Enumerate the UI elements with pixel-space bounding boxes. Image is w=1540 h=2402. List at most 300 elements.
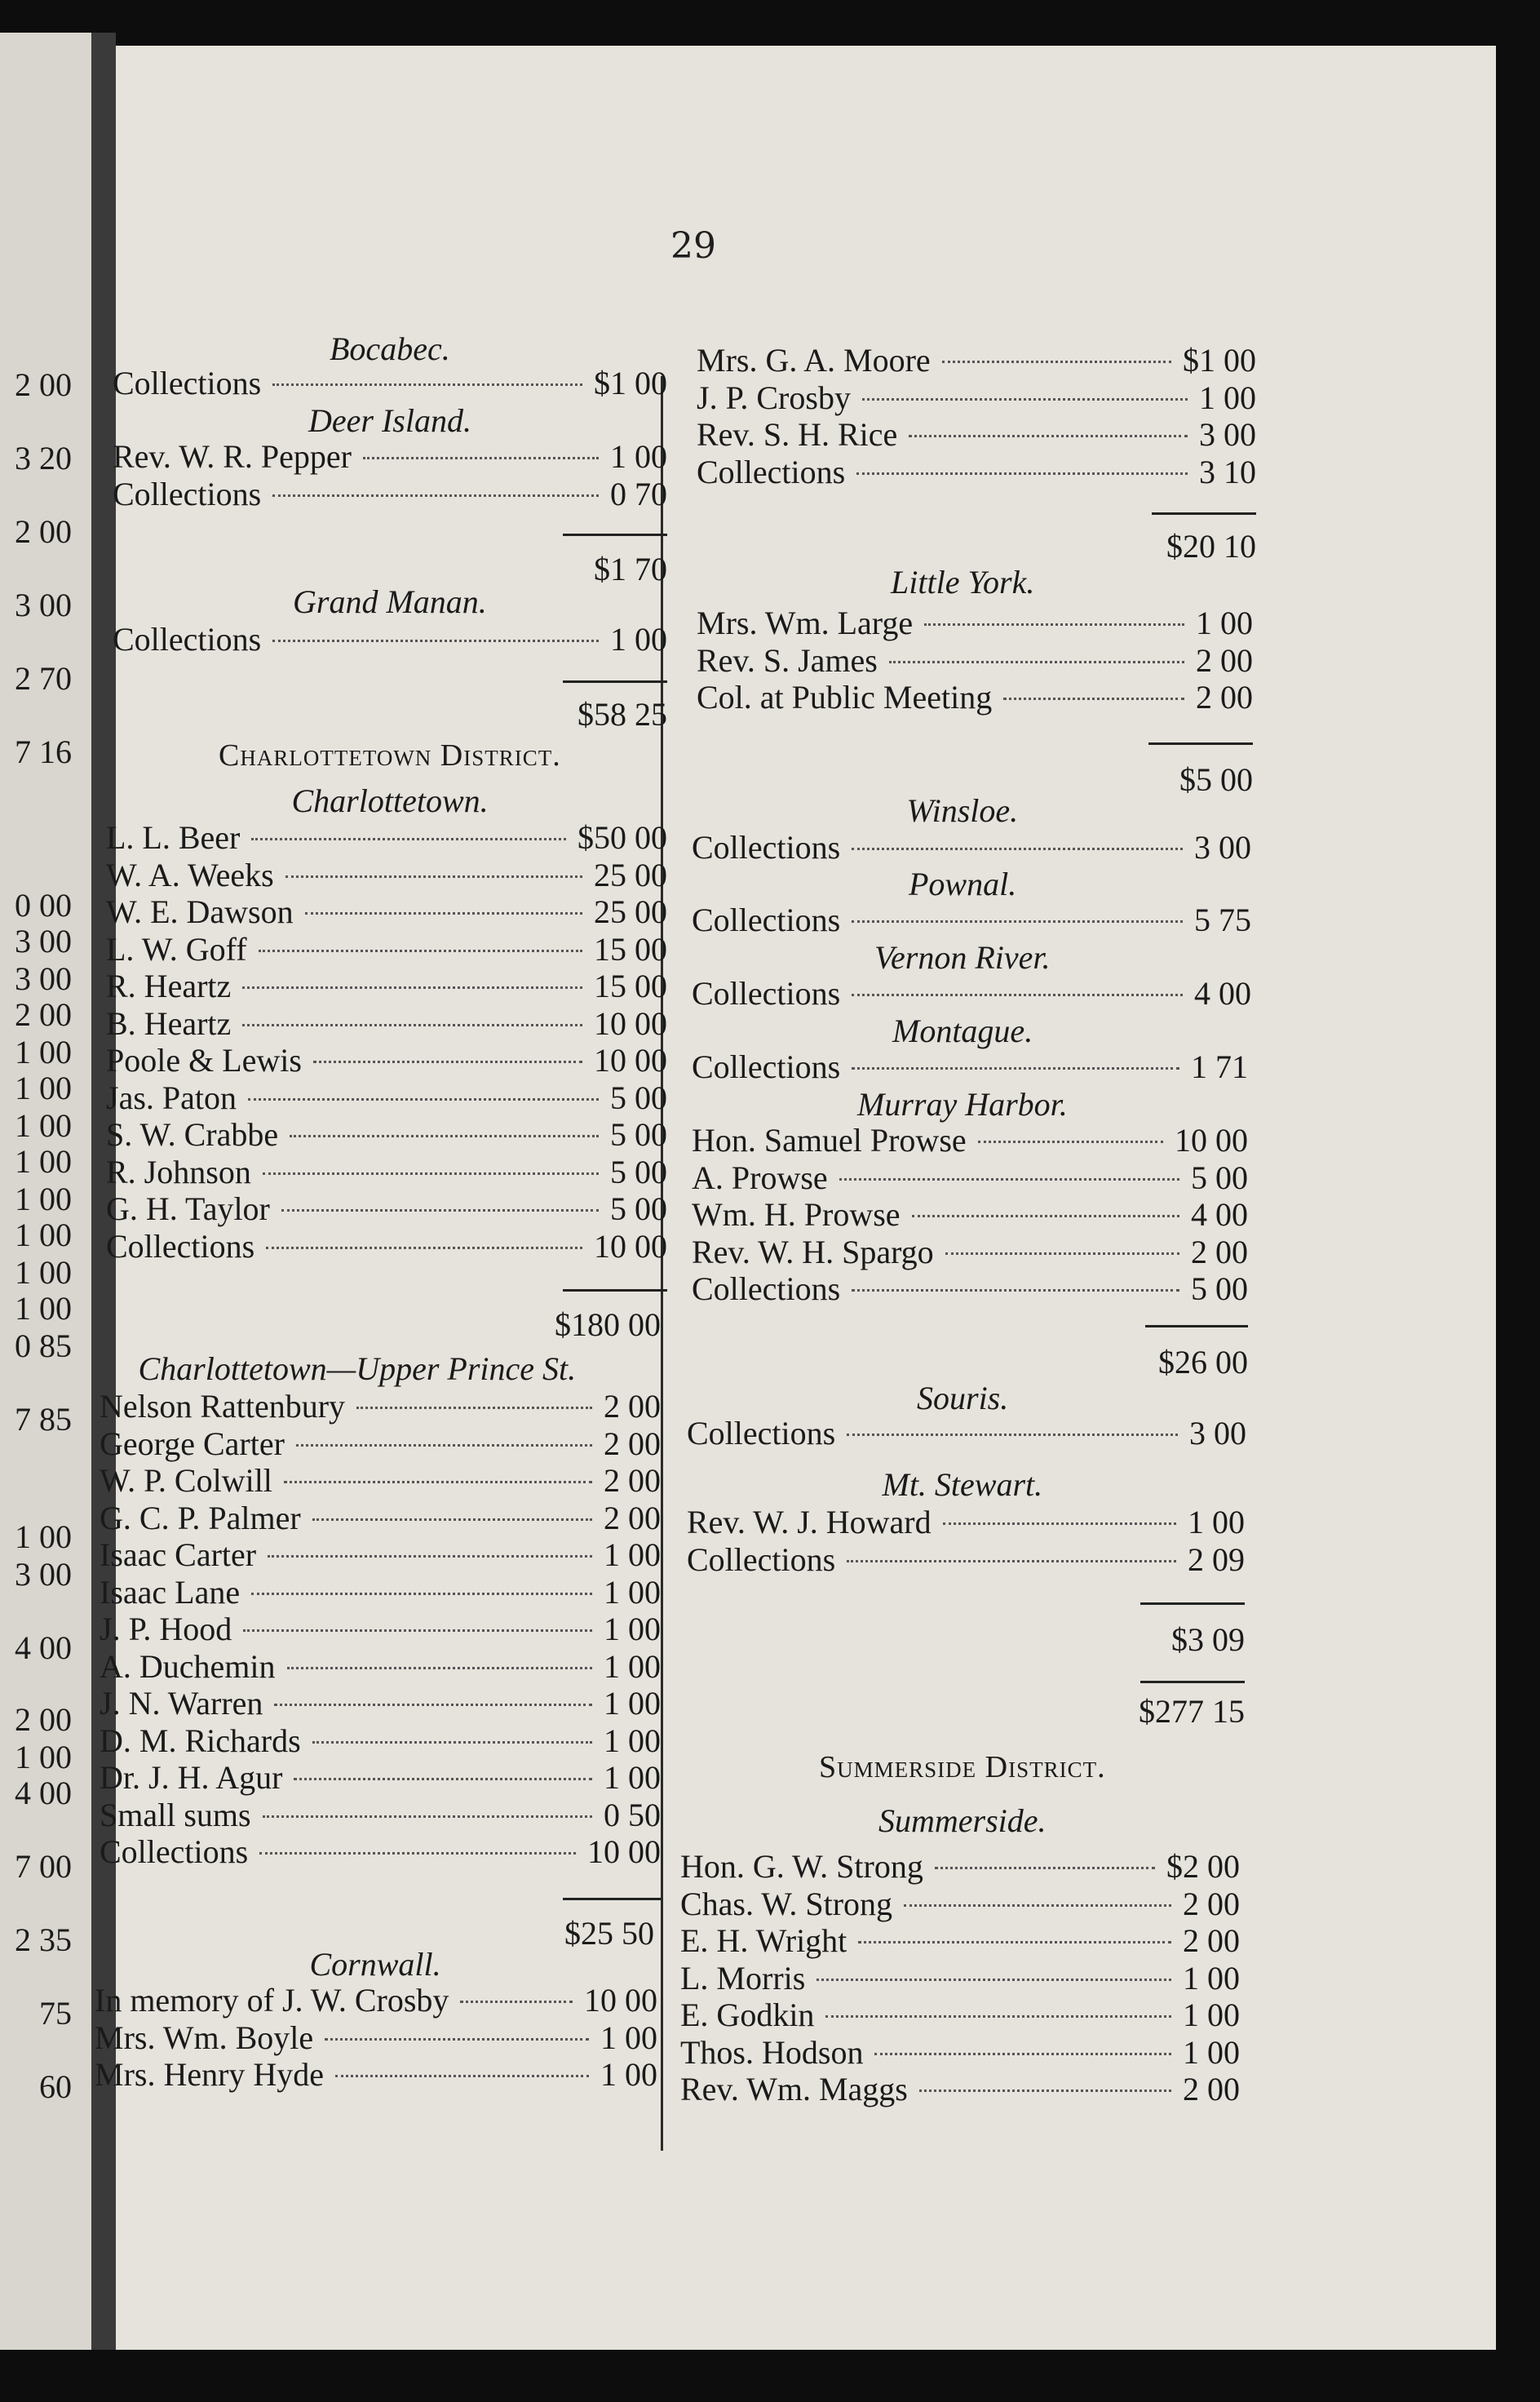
previous-page-amount: 0 85: [15, 1327, 72, 1364]
upper-prince-entry-name: G. C. P. Palmer: [100, 1499, 301, 1536]
previous-page-amount: 7 85: [15, 1401, 72, 1438]
section-heading: Pownal.: [909, 866, 1017, 902]
total-rule: [1145, 1325, 1248, 1327]
upper-prince-entry-amount: 1 00: [604, 1611, 661, 1647]
charlottetown-entry-name: Collections: [106, 1227, 255, 1265]
upper-prince-entry: [100, 1796, 661, 1833]
upper-prince-entry-amount: 1 00: [604, 1536, 661, 1573]
leader-dots: [852, 994, 1183, 996]
little-york-entry-amount: 2 00: [1196, 679, 1253, 716]
charlottetown-entry-amount: 5 00: [610, 1116, 667, 1153]
previous-page-amount: 1 00: [15, 1143, 72, 1180]
section-heading: Little York.: [891, 564, 1035, 600]
leader-dots: [313, 1061, 582, 1063]
little-york-entry: [697, 604, 1253, 641]
grand-manan-total: $58 25: [578, 696, 667, 733]
total-rule: [1152, 512, 1256, 515]
deer-island-entry: [113, 437, 667, 475]
bocabec-entry: [113, 364, 667, 401]
murray-harbor-entry: [692, 1159, 1248, 1196]
total-rule: [563, 534, 667, 536]
upper-prince-entry: [100, 1647, 661, 1685]
upper-prince-entry-amount: 2 00: [604, 1499, 661, 1536]
summerside-entry: [680, 2033, 1240, 2071]
upper-prince-entry-name: Isaac Lane: [100, 1573, 241, 1611]
summerside-entry-name: Thos. Hodson: [680, 2033, 864, 2071]
leader-dots: [248, 1098, 599, 1101]
previous-page-amount: 4 00: [15, 1775, 72, 1811]
souris-entry: [687, 1414, 1246, 1451]
continued-entry-name: J. P. Crosby: [697, 379, 851, 416]
little-york-entry-name: Rev. S. James: [697, 641, 878, 679]
upper-prince-entry: [100, 1499, 661, 1536]
leader-dots: [242, 1024, 582, 1026]
leader-dots: [243, 1629, 592, 1632]
charlottetown-entry: [106, 1115, 667, 1153]
charlottetown-entry-name: Poole & Lewis: [106, 1042, 302, 1079]
previous-page-amount: 2 70: [15, 660, 72, 697]
charlottetown-entry-amount: 25 00: [594, 856, 667, 893]
little-york-entry-amount: 1 00: [1196, 605, 1253, 641]
leader-dots: [904, 1904, 1171, 1907]
summerside-entry-name: Chas. W. Strong: [680, 1885, 893, 1922]
summerside-entry: [680, 1921, 1240, 1959]
upper-prince-entry: [100, 1573, 661, 1611]
cornwall-entry: [95, 1981, 657, 2019]
mt-stewart-entry-name: Rev. W. J. Howard: [687, 1504, 932, 1540]
leader-dots: [852, 848, 1183, 850]
leader-dots: [852, 1289, 1179, 1292]
murray-harbor-entry-amount: 10 00: [1175, 1122, 1248, 1159]
summerside-entry-amount: $2 00: [1166, 1848, 1240, 1885]
leader-dots: [296, 1444, 592, 1447]
previous-page-amount: 3 20: [15, 440, 72, 476]
leader-dots: [274, 1704, 592, 1706]
charlottetown-entry-name: L. W. Goff: [106, 930, 247, 968]
upper-prince-entry-name: J. P. Hood: [100, 1611, 232, 1647]
leader-dots: [978, 1141, 1163, 1143]
leader-dots: [312, 1518, 592, 1521]
winsloe-entry: [692, 828, 1251, 866]
charlottetown-entry-name: G. H. Taylor: [106, 1190, 270, 1227]
bocabec-entry-name: Collections: [113, 365, 262, 401]
vernon-river-entry: [692, 974, 1251, 1012]
leader-dots: [909, 435, 1188, 437]
summerside-entry-name: L. Morris: [680, 1959, 806, 1996]
previous-page-amount: 60: [39, 2068, 72, 2105]
mt-stewart-entry-name: Collections: [687, 1540, 836, 1578]
montague-entry-amount: 1 71: [1191, 1048, 1248, 1085]
murray-harbor-entry: [692, 1121, 1248, 1159]
murray-harbor-entry-name: Rev. W. H. Spargo: [692, 1233, 934, 1270]
leader-dots: [852, 1067, 1179, 1070]
upper-prince-entry-name: Isaac Carter: [100, 1536, 257, 1573]
continued-entry-amount: $1 00: [1183, 342, 1256, 379]
charlottetown-total: $180 00: [555, 1306, 661, 1343]
charlottetown-entry-name: W. A. Weeks: [106, 856, 274, 893]
mt-stewart-entry: [687, 1503, 1245, 1540]
summerside-entry: [680, 1885, 1240, 1922]
leader-dots: [356, 1407, 592, 1409]
upper-prince-entry-amount: 1 00: [604, 1573, 661, 1611]
section-heading: Cornwall.: [309, 1946, 441, 1983]
murray-harbor-entry-name: Hon. Samuel Prowse: [692, 1122, 967, 1159]
summerside-entry-name: Rev. Wm. Maggs: [680, 2071, 908, 2107]
summerside-entry-name: E. Godkin: [680, 1996, 815, 2033]
leader-dots: [272, 494, 599, 497]
bocabec-entry-amount: $1 00: [594, 365, 667, 401]
leader-dots: [847, 1560, 1176, 1562]
charlottetown-entry-amount: 15 00: [594, 930, 667, 968]
previous-page-amount: 3 00: [15, 960, 72, 997]
upper-prince-entry: [100, 1722, 661, 1759]
charlottetown-district-total: $277 15: [1139, 1693, 1245, 1730]
previous-page-amount: 1 00: [15, 1181, 72, 1217]
previous-page-amount: 2 35: [15, 1921, 72, 1958]
page-number: 29: [670, 225, 716, 267]
summerside-entry-amount: 1 00: [1183, 1959, 1240, 1996]
little-york-entry: [697, 641, 1253, 679]
charlottetown-entry-amount: $50 00: [578, 819, 667, 856]
deer-island-entry-name: Rev. W. R. Pepper: [113, 438, 352, 475]
leader-dots: [266, 1247, 582, 1249]
leader-dots: [268, 1555, 592, 1558]
charlottetown-entry: [106, 856, 667, 893]
section-heading: Souris.: [917, 1380, 1009, 1416]
leader-dots: [305, 912, 582, 915]
upper-prince-entry: [100, 1758, 661, 1796]
continued-total: $20 10: [1166, 528, 1256, 565]
section-heading: Winsloe.: [906, 792, 1019, 829]
leader-dots: [858, 1941, 1171, 1943]
previous-page-amount: 4 00: [15, 1629, 72, 1666]
summerside-entry: [680, 1847, 1240, 1885]
leader-dots: [825, 2015, 1171, 2018]
upper-prince-entry-name: W. P. Colwill: [100, 1462, 272, 1499]
upper-prince-entry-amount: 10 00: [587, 1833, 661, 1870]
murray-harbor-entry-amount: 5 00: [1191, 1270, 1248, 1307]
summerside-entry-amount: 2 00: [1183, 1922, 1240, 1959]
district-heading: Charlottetown District.: [219, 738, 561, 773]
previous-page-amount: 1 00: [15, 1254, 72, 1291]
previous-page-amount: 3 00: [15, 923, 72, 959]
mt-stewart-entry-amount: 1 00: [1188, 1504, 1245, 1540]
section-heading: Deer Island.: [308, 402, 471, 439]
summerside-entry-name: E. H. Wright: [680, 1922, 847, 1959]
leader-dots: [263, 1815, 592, 1818]
charlottetown-entry: [106, 1079, 667, 1116]
charlottetown-entry: [106, 893, 667, 930]
continued-entry-name: Collections: [697, 453, 846, 490]
leader-dots: [242, 986, 582, 989]
upper-prince-entry-amount: 2 00: [604, 1462, 661, 1499]
previous-page-amount: 1 00: [15, 1070, 72, 1106]
continued-entry-amount: 3 00: [1199, 416, 1256, 453]
leader-dots: [942, 361, 1171, 363]
montague-entry: [692, 1048, 1248, 1085]
cornwall-entry-name: Mrs. Wm. Boyle: [95, 2019, 314, 2056]
pownal-entry-name: Collections: [692, 902, 841, 938]
previous-page-amount: 1 00: [15, 1217, 72, 1253]
mt-stewart-entry-amount: 2 09: [1188, 1540, 1245, 1578]
leader-dots: [285, 875, 582, 878]
previous-page-amount: 1 00: [15, 1107, 72, 1144]
upper-prince-entry: [100, 1461, 661, 1499]
upper-prince-entry-name: Nelson Rattenbury: [100, 1388, 346, 1425]
upper-prince-entry-amount: 2 00: [604, 1425, 661, 1462]
continued-entry-name: Rev. S. H. Rice: [697, 416, 898, 453]
summerside-entry: [680, 2070, 1240, 2107]
leader-dots: [363, 457, 599, 459]
leader-dots: [839, 1178, 1179, 1181]
continued-entry-amount: 1 00: [1199, 379, 1256, 416]
summerside-entry-amount: 1 00: [1183, 1996, 1240, 2033]
pownal-entry: [692, 901, 1251, 938]
charlottetown-entry-amount: 25 00: [594, 893, 667, 930]
upper-prince-entry-amount: 1 00: [604, 1685, 661, 1722]
murray-harbor-total: $26 00: [1158, 1344, 1248, 1380]
cornwall-entry-amount: 1 00: [600, 2019, 657, 2056]
leader-dots: [847, 1434, 1178, 1436]
previous-page-amount: 75: [39, 1995, 72, 2032]
vernon-river-entry-name: Collections: [692, 975, 841, 1012]
murray-harbor-entry-name: A. Prowse: [692, 1159, 828, 1196]
deer-island-entry-amount: 0 70: [610, 475, 667, 512]
charlottetown-entry-amount: 10 00: [594, 1227, 667, 1265]
previous-page-amount: 1 00: [15, 1518, 72, 1555]
summerside-entry-amount: 2 00: [1183, 2071, 1240, 2107]
cornwall-entry-amount: 10 00: [584, 1982, 657, 2019]
charlottetown-entry-name: S. W. Crabbe: [106, 1116, 279, 1153]
leader-dots: [816, 1979, 1171, 1981]
upper-prince-entry-name: Collections: [100, 1833, 249, 1870]
upper-prince-entry-amount: 1 00: [604, 1647, 661, 1685]
charlottetown-entry-amount: 5 00: [610, 1190, 667, 1227]
cornwall-entry: [95, 2019, 657, 2056]
section-heading: Grand Manan.: [293, 583, 487, 620]
total-rule: [563, 1289, 667, 1292]
leader-dots: [281, 1209, 599, 1212]
leader-dots: [251, 1593, 592, 1595]
murray-harbor-entry-name: Collections: [692, 1270, 841, 1307]
upper-prince-entry-name: D. M. Richards: [100, 1722, 301, 1759]
upper-prince-entry-name: A. Duchemin: [100, 1647, 276, 1685]
cornwall-entry: [95, 2055, 657, 2093]
murray-harbor-entry-amount: 2 00: [1191, 1233, 1248, 1270]
charlottetown-entry-name: Jas. Paton: [106, 1079, 237, 1116]
previous-page-amount: 1 00: [15, 1739, 72, 1775]
continued-entry: [697, 453, 1256, 490]
charlottetown-entry-name: W. E. Dawson: [106, 893, 294, 930]
cornwall-entry-amount: 1 00: [600, 2056, 657, 2093]
continued-entry: [697, 379, 1256, 416]
charlottetown-entry: [106, 1004, 667, 1042]
leader-dots: [259, 950, 582, 952]
upper-prince-entry: [100, 1833, 661, 1870]
charlottetown-entry: [106, 930, 667, 968]
district-heading: Summerside District.: [819, 1750, 1106, 1784]
scan-border: [0, 2350, 1540, 2402]
section-heading: Charlottetown—Upper Prince St.: [138, 1350, 577, 1387]
winsloe-entry-amount: 3 00: [1194, 829, 1251, 866]
leader-dots: [889, 661, 1184, 663]
leader-dots: [325, 2038, 589, 2041]
little-york-entry-name: Mrs. Wm. Large: [697, 605, 914, 641]
deer-island-entry: [113, 475, 667, 512]
murray-harbor-entry: [692, 1270, 1248, 1307]
cornwall-entry-name: In memory of J. W. Crosby: [95, 1982, 449, 2019]
upper-prince-entry-name: Dr. J. H. Agur: [100, 1759, 283, 1796]
previous-page-amount: 7 00: [15, 1848, 72, 1885]
little-york-entry-name: Col. at Public Meeting: [697, 679, 993, 716]
souris-entry-amount: 3 00: [1189, 1415, 1246, 1451]
upper-prince-entry: [100, 1610, 661, 1647]
section-heading: Murray Harbor.: [857, 1086, 1068, 1123]
summerside-entry-amount: 1 00: [1183, 2033, 1240, 2071]
upper-prince-entry-name: Small sums: [100, 1796, 251, 1833]
upper-prince-entry: [100, 1684, 661, 1722]
previous-page-amount: 2 00: [15, 366, 72, 403]
leader-dots: [335, 2075, 589, 2077]
section-heading: Montague.: [892, 1013, 1033, 1049]
leader-dots: [460, 2001, 573, 2003]
charlottetown-entry: [106, 1041, 667, 1079]
upper-prince-entry-amount: 1 00: [604, 1759, 661, 1796]
leader-dots: [287, 1667, 592, 1669]
section-heading: Mt. Stewart.: [882, 1466, 1043, 1503]
pownal-entry-amount: 5 75: [1194, 902, 1251, 938]
vernon-river-entry-amount: 4 00: [1194, 975, 1251, 1012]
leader-dots: [259, 1852, 576, 1855]
total-rule: [1140, 1602, 1245, 1605]
leader-dots: [251, 838, 566, 840]
leader-dots: [272, 383, 582, 386]
charlottetown-entry: [106, 967, 667, 1004]
upper-prince-entry: [100, 1536, 661, 1573]
charlottetown-entry-name: B. Heartz: [106, 1004, 232, 1042]
leader-dots: [284, 1481, 592, 1483]
charlottetown-entry-amount: 10 00: [594, 1042, 667, 1079]
continued-entry-name: Mrs. G. A. Moore: [697, 342, 931, 379]
summerside-entry: [680, 1959, 1240, 1996]
leader-dots: [862, 398, 1188, 401]
little-york-entry-amount: 2 00: [1196, 641, 1253, 679]
previous-page-strip: [0, 33, 91, 2350]
upper-prince-entry-amount: 1 00: [604, 1722, 661, 1759]
previous-page-amount: 3 00: [15, 1556, 72, 1593]
section-heading: Charlottetown.: [291, 782, 489, 819]
winsloe-entry-name: Collections: [692, 829, 841, 866]
little-york-total: $5 00: [1179, 761, 1253, 798]
charlottetown-entry: [106, 1153, 667, 1190]
deer-island-entry-amount: 1 00: [610, 438, 667, 475]
upper-prince-entry-name: George Carter: [100, 1425, 285, 1462]
murray-harbor-entry-amount: 4 00: [1191, 1196, 1248, 1233]
deer-island-total: $1 70: [594, 551, 667, 587]
charlottetown-entry-name: R. Heartz: [106, 968, 232, 1004]
murray-harbor-entry: [692, 1233, 1248, 1270]
upper-prince-entry: [100, 1425, 661, 1462]
previous-page-amount: 1 00: [15, 1034, 72, 1070]
murray-harbor-entry-amount: 5 00: [1191, 1159, 1248, 1196]
leader-dots: [924, 623, 1184, 626]
leader-dots: [263, 1172, 599, 1175]
previous-page-amount: 3 00: [15, 587, 72, 623]
leader-dots: [312, 1741, 592, 1744]
previous-page-amount: 1 00: [15, 1290, 72, 1327]
continued-entry: [697, 415, 1256, 453]
previous-page-amount: 7 16: [15, 733, 72, 770]
upper-prince-entry: [100, 1387, 661, 1425]
leader-dots: [874, 2053, 1171, 2055]
grand-manan-entry-name: Collections: [113, 621, 262, 658]
charlottetown-entry-amount: 15 00: [594, 968, 667, 1004]
souris-entry-name: Collections: [687, 1415, 836, 1451]
continued-entry: [697, 341, 1256, 379]
leader-dots: [912, 1215, 1179, 1217]
total-rule: [1140, 1681, 1245, 1683]
leader-dots: [935, 1867, 1155, 1869]
previous-page-amount: 0 00: [15, 887, 72, 924]
grand-manan-entry-amount: 1 00: [610, 621, 667, 658]
ledger-page: [95, 46, 1496, 2360]
charlottetown-entry: [106, 1227, 667, 1265]
charlottetown-entry-amount: 5 00: [610, 1153, 667, 1190]
murray-harbor-entry-name: Wm. H. Prowse: [692, 1196, 901, 1233]
summerside-entry: [680, 1996, 1240, 2033]
montague-entry-name: Collections: [692, 1048, 841, 1085]
total-rule: [1148, 742, 1253, 745]
leader-dots: [294, 1778, 592, 1780]
charlottetown-entry: [106, 1190, 667, 1227]
charlottetown-entry-name: L. L. Beer: [106, 819, 241, 856]
charlottetown-entry-name: R. Johnson: [106, 1153, 251, 1190]
little-york-entry: [697, 678, 1253, 716]
section-heading: Vernon River.: [874, 939, 1051, 976]
summerside-entry-amount: 2 00: [1183, 1885, 1240, 1922]
section-heading: Bocabec.: [330, 330, 450, 367]
leader-dots: [290, 1135, 599, 1137]
total-rule: [563, 1898, 661, 1900]
charlottetown-entry-amount: 5 00: [610, 1079, 667, 1116]
summerside-entry-name: Hon. G. W. Strong: [680, 1848, 923, 1885]
leader-dots: [272, 640, 599, 642]
leader-dots: [945, 1252, 1179, 1255]
total-rule: [563, 680, 667, 683]
previous-page-amount: 2 00: [15, 996, 72, 1033]
murray-harbor-entry: [692, 1195, 1248, 1233]
previous-page-amount: 2 00: [15, 1701, 72, 1738]
leader-dots: [943, 1522, 1176, 1525]
charlottetown-entry-amount: 10 00: [594, 1004, 667, 1042]
upper-prince-entry-amount: 2 00: [604, 1388, 661, 1425]
upper-prince-entry-name: J. N. Warren: [100, 1685, 263, 1722]
leader-dots: [1003, 698, 1184, 700]
leader-dots: [852, 920, 1183, 923]
continued-entry-amount: 3 10: [1199, 453, 1256, 490]
cornwall-entry-name: Mrs. Henry Hyde: [95, 2056, 325, 2093]
upper-prince-total: $25 50: [564, 1915, 654, 1952]
section-heading: Summerside.: [878, 1802, 1047, 1839]
leader-dots: [919, 2090, 1171, 2092]
mt-stewart-total: $3 09: [1171, 1621, 1245, 1658]
grand-manan-entry: [113, 620, 667, 658]
charlottetown-entry: [106, 818, 667, 856]
upper-prince-entry-amount: 0 50: [604, 1796, 661, 1833]
deer-island-entry-name: Collections: [113, 475, 262, 512]
previous-page-amount: 2 00: [15, 513, 72, 550]
mt-stewart-entry: [687, 1540, 1245, 1578]
